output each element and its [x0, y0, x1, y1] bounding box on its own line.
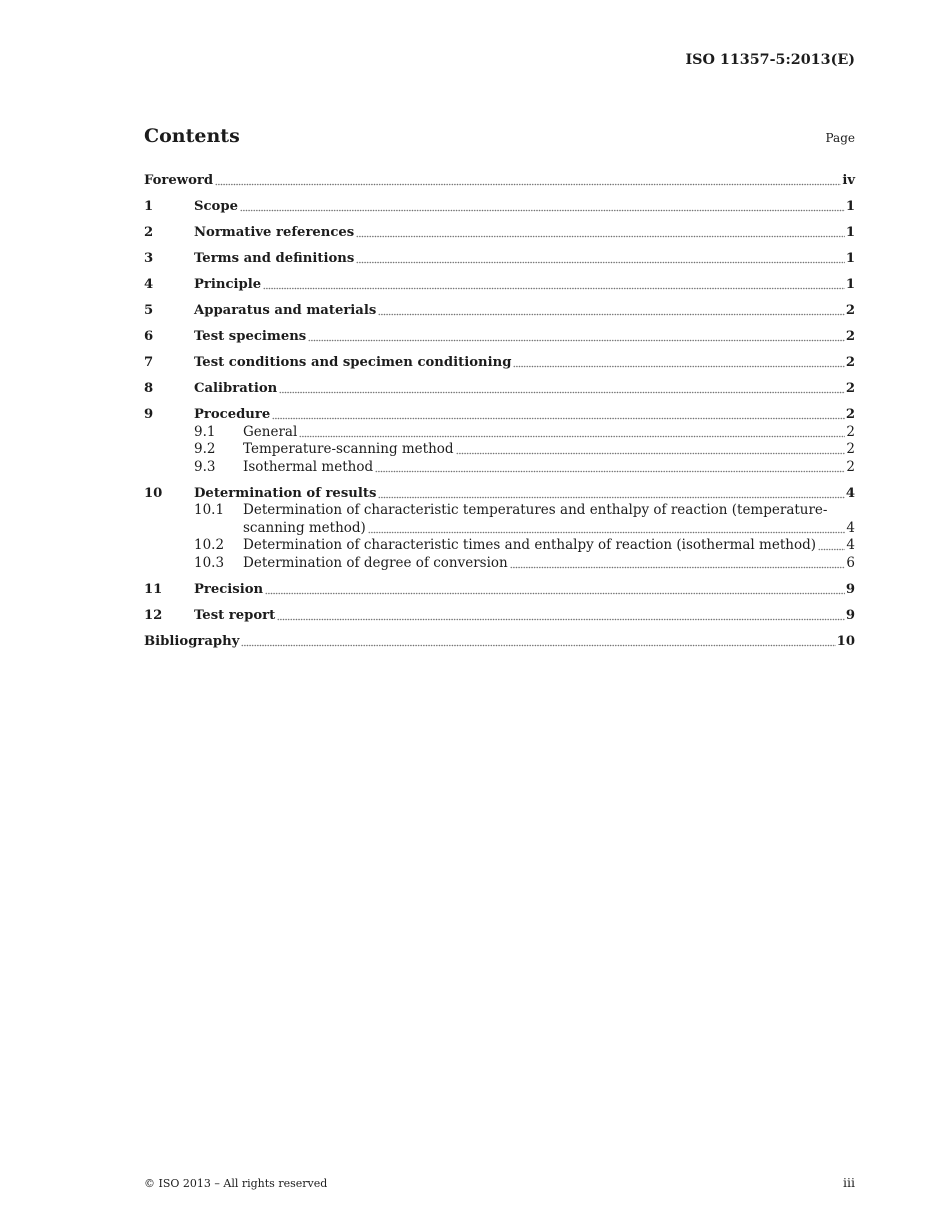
toc-entry-page: 1: [845, 199, 855, 214]
toc-subentry-number: 9.2: [194, 441, 216, 457]
toc-entry-number: 12: [144, 607, 163, 623]
dot-leader: [378, 485, 844, 503]
toc-entry-page: 1: [845, 251, 855, 266]
toc-entry-title: Precision: [194, 581, 264, 597]
toc-subentry-number: 9.3: [194, 458, 216, 475]
page-number: iii: [843, 1175, 855, 1190]
toc-subentry-title-block: [243, 502, 855, 537]
toc-entry-title: Normative references: [194, 225, 355, 240]
toc-entry-page: 2: [845, 329, 855, 344]
toc-subentry-number: 10.2: [194, 537, 225, 553]
toc-entry-number: 11: [144, 581, 163, 597]
toc-entry-title: Scope: [194, 199, 238, 214]
toc-entry-title: Foreword: [144, 173, 214, 188]
toc-subentry-page: 2: [846, 441, 855, 457]
toc-subentry-title: Determination of characteristic times and enthalpy of reaction (isothermal method): [243, 537, 816, 553]
dot-leader: [368, 520, 846, 538]
dot-leader: [272, 406, 845, 424]
toc-subentry-page: 4: [846, 537, 855, 553]
toc-entry-number: 1: [144, 199, 154, 214]
dot-leader: [265, 581, 845, 599]
toc-subentry-temperature-scanning-method[interactable]: [144, 441, 855, 459]
toc-subentry-number: 10.3: [194, 554, 225, 571]
toc-entry-test-report[interactable]: [144, 607, 855, 625]
toc-entry-scope[interactable]: [144, 198, 855, 216]
toc-entry-page: iv: [842, 173, 855, 188]
toc-entry-number: 6: [144, 329, 154, 344]
toc-subentry-characteristic-times[interactable]: [144, 537, 855, 555]
dot-leader: [356, 250, 845, 268]
toc-entry-foreword[interactable]: [144, 172, 855, 190]
toc-entry-normative-references[interactable]: [144, 224, 855, 242]
toc-entry-page: 10: [836, 633, 855, 649]
dot-leader: [375, 459, 845, 477]
toc-subentry-title: General: [243, 423, 298, 440]
toc-subentry-title-line: scanning method): [243, 519, 366, 536]
toc-entry-number: 5: [144, 303, 154, 318]
toc-entry-terms-and-definitions[interactable]: [144, 250, 855, 268]
page-column-label: Page: [825, 131, 855, 145]
toc-entry-title: Test specimens: [194, 329, 307, 344]
toc-entry-title: Calibration: [194, 381, 278, 396]
toc-entry-page: 2: [845, 355, 855, 370]
contents-heading: Contents: [144, 125, 240, 147]
toc-subentry-title: Isothermal method: [243, 458, 374, 475]
dot-leader: [263, 276, 845, 294]
toc-entry-principle[interactable]: [144, 276, 855, 294]
dot-leader: [277, 607, 845, 625]
toc-entry-number: 3: [144, 251, 154, 266]
toc-entry-page: 2: [845, 303, 855, 318]
dot-leader: [299, 424, 845, 442]
toc-entry-title: Determination of results: [194, 485, 377, 501]
toc-subentry-page: 2: [846, 458, 855, 475]
table-of-contents: [144, 172, 855, 650]
toc-entry-page: 1: [845, 277, 855, 292]
toc-entry-title: Procedure: [194, 407, 271, 422]
dot-leader: [513, 354, 844, 372]
toc-entry-number: 9: [144, 407, 154, 422]
dot-leader: [378, 302, 845, 320]
dot-leader: [240, 198, 845, 216]
toc-subentry-isothermal-method[interactable]: [144, 459, 855, 477]
toc-subentry-page: 2: [846, 423, 855, 440]
toc-entry-procedure[interactable]: [144, 406, 855, 424]
toc-entry-calibration[interactable]: [144, 380, 855, 398]
copyright-notice: © ISO 2013 – All rights reserved: [144, 1177, 328, 1190]
toc-entry-title: Principle: [194, 277, 262, 292]
toc-entry-title: Bibliography: [144, 633, 240, 649]
toc-entry-page: 9: [845, 607, 855, 623]
toc-subentry-page: 6: [846, 554, 855, 571]
toc-entry-apparatus-and-materials[interactable]: [144, 302, 855, 320]
toc-entry-title: Terms and definitions: [194, 251, 355, 266]
dot-leader: [818, 537, 845, 555]
toc-entry-page: 2: [845, 407, 855, 422]
toc-subentry-title-line: Determination of characteristic temperatures and enthalpy of reaction (temperature-: [243, 502, 828, 518]
toc-entry-bibliography[interactable]: [144, 633, 855, 651]
toc-subentry-characteristic-temperatures[interactable]: [144, 502, 855, 537]
toc-entry-determination-of-results[interactable]: [144, 485, 855, 503]
dot-leader: [356, 224, 845, 242]
toc-subentry-general[interactable]: [144, 424, 855, 442]
toc-entry-page: 2: [845, 381, 855, 396]
toc-entry-number: 7: [144, 355, 154, 370]
toc-subentry-title: Temperature-scanning method: [243, 441, 454, 457]
dot-leader: [215, 172, 841, 190]
document-id: ISO 11357-5:2013(E): [685, 52, 855, 68]
dot-leader: [308, 328, 845, 346]
toc-entry-test-specimens[interactable]: [144, 328, 855, 346]
toc-entry-test-conditions[interactable]: [144, 354, 855, 372]
toc-entry-number: 10: [144, 485, 163, 501]
dot-leader: [510, 555, 846, 573]
toc-entry-page: 1: [845, 225, 855, 240]
toc-entry-title: Apparatus and materials: [194, 303, 377, 318]
toc-entry-number: 4: [144, 277, 154, 292]
toc-subentry-page: 4: [846, 519, 855, 536]
toc-entry-number: 8: [144, 381, 154, 396]
toc-entry-page: 9: [845, 581, 855, 597]
toc-subentry-number: 10.1: [194, 502, 225, 518]
dot-leader: [456, 441, 846, 459]
toc-entry-title: Test conditions and specimen conditioning: [194, 355, 512, 370]
dot-leader: [279, 380, 845, 398]
toc-entry-precision[interactable]: [144, 581, 855, 599]
toc-entry-number: 2: [144, 225, 154, 240]
toc-subentry-title: Determination of degree of conversion: [243, 554, 508, 571]
toc-entry-title: Test report: [194, 607, 276, 623]
dot-leader: [241, 633, 835, 651]
toc-subentry-number: 9.1: [194, 423, 216, 440]
toc-entry-page: 4: [845, 485, 855, 501]
toc-subentry-degree-of-conversion[interactable]: [144, 555, 855, 573]
